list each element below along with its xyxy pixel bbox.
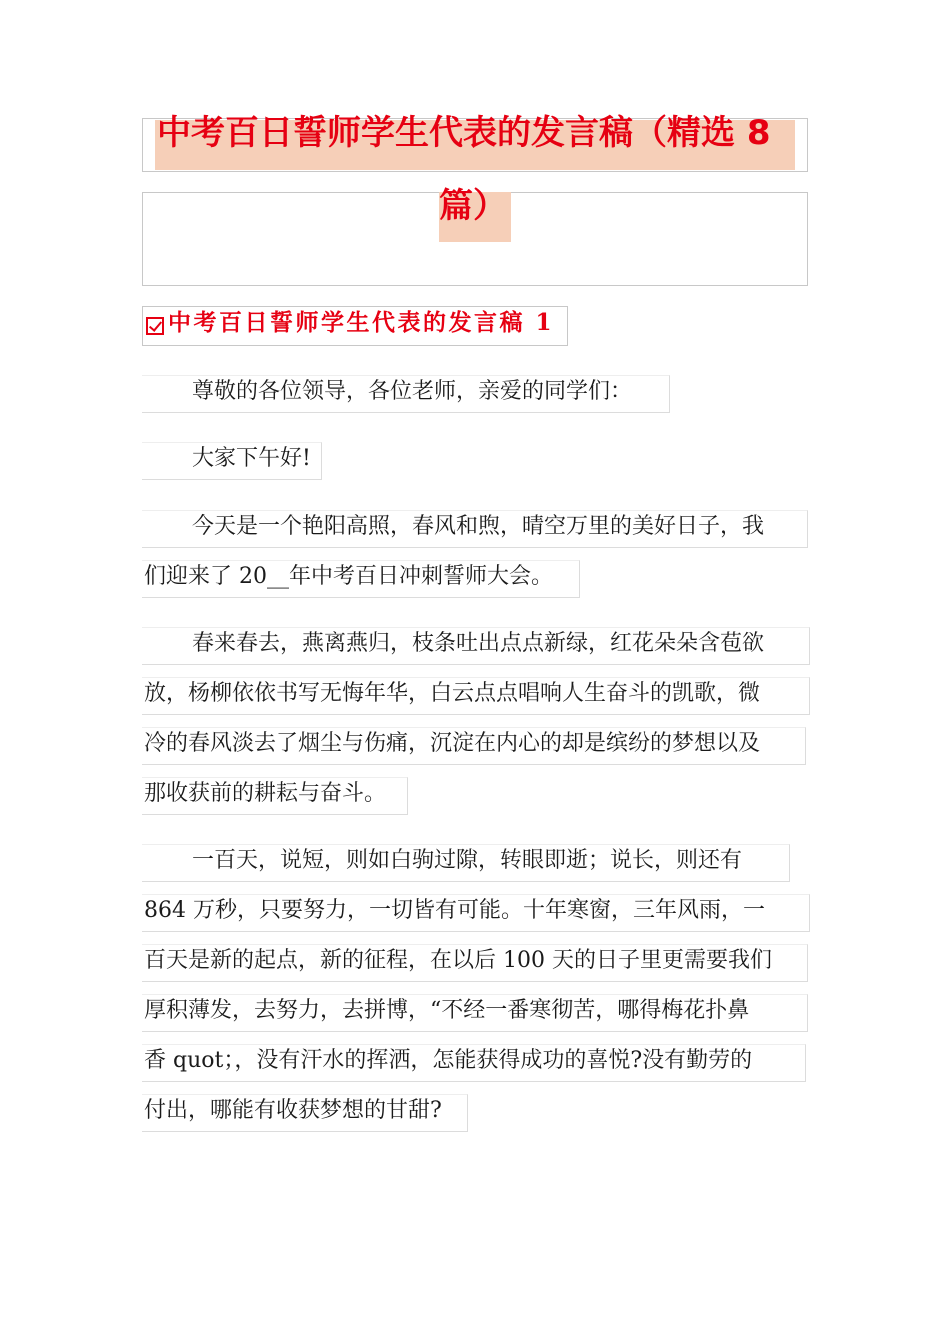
paragraph-line: 厚积薄发，去努力，去拼博，“不经一番寒彻苦，哪得梅花扑鼻 [144,998,750,1023]
paragraph-line: 那收获前的耕耘与奋斗。 [144,781,387,806]
paragraph-line: 放，杨柳依依书写无悔年华，白云点点唱响人生奋斗的凯歌，微 [144,681,761,706]
paragraph-line: 一百天，说短，则如白驹过隙，转眼即逝；说长，则还有 [192,848,743,873]
paragraph-line: 们迎来了 20__年中考百日冲刺誓师大会。 [144,564,553,589]
checkbox-checked-icon [146,317,164,335]
paragraph-line: 付出，哪能有收获梦想的甘甜? [144,1098,442,1123]
salutation: 尊敬的各位领导，各位老师，亲爱的同学们： [192,379,633,404]
document-title-line1: 中考百日誓师学生代表的发言稿（精选 8 [157,113,771,153]
paragraph-line: 百天是新的起点，新的征程，在以后 100 天的日子里更需要我们 [144,948,772,973]
greeting: 大家下午好! [192,446,311,471]
paragraph-line: 春来春去，燕离燕归，枝条吐出点点新绿，红花朵朵含苞欲 [192,631,765,656]
paragraph-line: 香 quot；，没有汗水的挥洒，怎能获得成功的喜悦?没有勤劳的 [144,1048,753,1073]
paragraph-line: 冷的春风淡去了烟尘与伤痛，沉淀在内心的却是缤纷的梦想以及 [144,731,761,756]
paragraph-line: 864 万秒，只要努力，一切皆有可能。十年寒窗，三年风雨，一 [144,898,765,923]
section-title: 中考百日誓师学生代表的发言稿 1 [168,309,555,336]
document-title-line2: 篇） [439,186,507,226]
paragraph-line: 今天是一个艳阳高照，春风和煦，晴空万里的美好日子，我 [192,514,765,539]
